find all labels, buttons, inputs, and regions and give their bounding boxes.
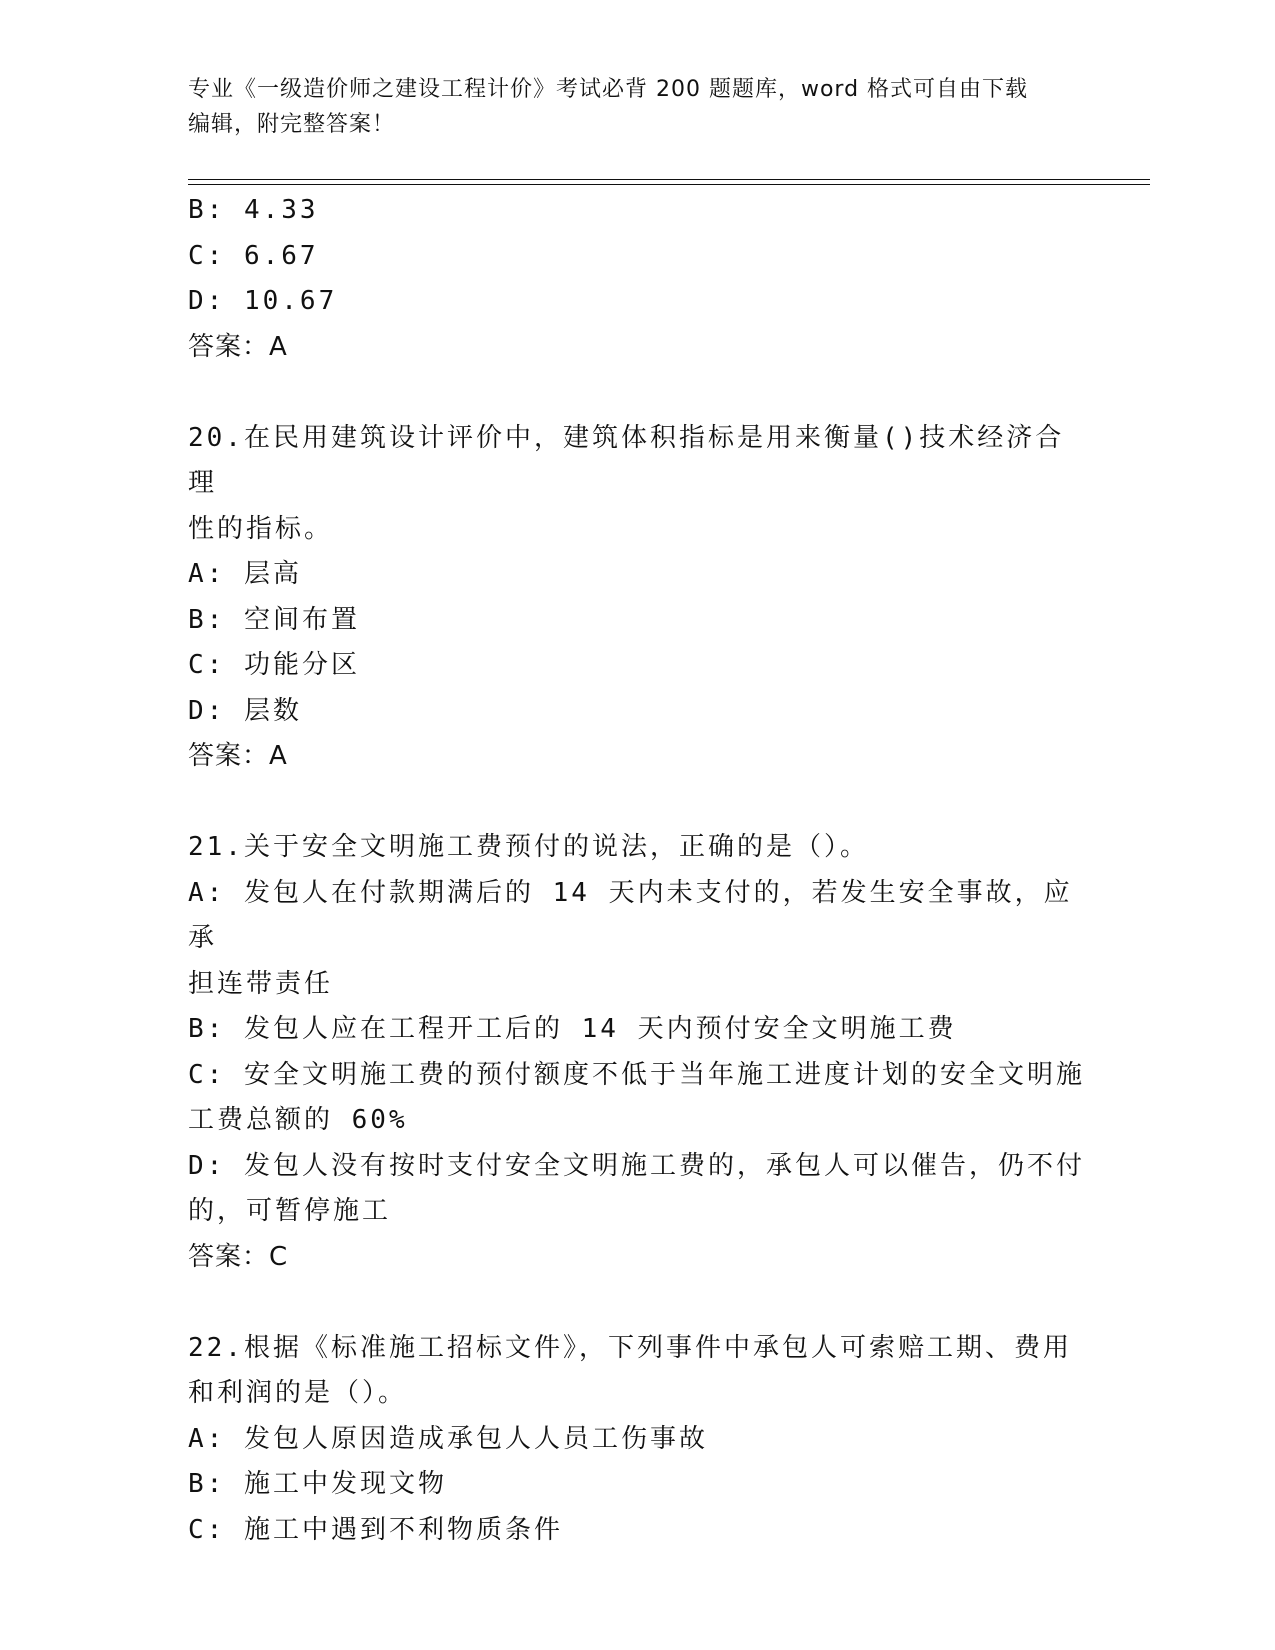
- header-divider-top: [188, 179, 1150, 180]
- question-stem-cont: 和利润的是（）。: [188, 1378, 408, 1408]
- answer-line: 答案：A: [188, 331, 288, 362]
- option-b: B: 空间布置: [188, 604, 360, 635]
- option-c: C: 6.67: [188, 240, 319, 271]
- question-stem: 20.在民用建筑设计评价中，建筑体积指标是用来衡量()技术经济合理: [188, 422, 1065, 498]
- question-20: [188, 416, 1088, 780]
- option-d-cont: 的，可暂停施工: [188, 1196, 392, 1226]
- option-d: D: 发包人没有按时支付安全文明施工费的，承包人可以催告，仍不付: [188, 1150, 1085, 1181]
- question-list: [188, 188, 1088, 1553]
- question-21: [188, 825, 1088, 1280]
- option-c: C: 施工中遇到不利物质条件: [188, 1514, 563, 1545]
- question-22: [188, 1326, 1088, 1554]
- option-b: B: 施工中发现文物: [188, 1469, 447, 1499]
- option-a: A: 发包人原因造成承包人人员工伤事故: [188, 1423, 708, 1454]
- header-line-2: 编辑，附完整答案！: [188, 112, 396, 137]
- answer-line: 答案：A: [188, 741, 288, 771]
- option-a-cont: 担连带责任: [188, 968, 334, 999]
- question-stem: 22.根据《标准施工招标文件》，下列事件中承包人可索赔工期、费用: [188, 1332, 1072, 1363]
- option-c-cont: 工费总额的 60%: [188, 1105, 408, 1135]
- header-divider-bottom: [188, 184, 1150, 185]
- answer-line: 答案：C: [188, 1241, 289, 1272]
- spacer: [188, 370, 1088, 416]
- option-a: A: 层高: [188, 559, 302, 589]
- option-b: B: 发包人应在工程开工后的 14 天内预付安全文明施工费: [188, 1014, 957, 1044]
- question-stem: 21.关于安全文明施工费预付的说法，正确的是（）。: [188, 832, 869, 862]
- spacer: [188, 780, 1088, 826]
- option-a: A: 发包人在付款期满后的 14 天内未支付的，若发生安全事故，应承: [188, 877, 1073, 953]
- option-c: C: 安全文明施工费的预付额度不低于当年施工进度计划的安全文明施: [188, 1059, 1085, 1090]
- option-b: B: 4.33: [188, 195, 319, 225]
- header-line-1: 专业《一级造价师之建设工程计价》考试必背 200 题题库，word 格式可自由下载: [188, 77, 1029, 102]
- option-d: D: 层数: [188, 695, 302, 726]
- option-d: D: 10.67: [188, 286, 338, 316]
- document-header: [188, 72, 1088, 142]
- spacer: [188, 1280, 1088, 1326]
- option-c: C: 功能分区: [188, 650, 360, 680]
- question-19-tail: [188, 188, 1088, 370]
- question-stem-cont: 性的指标。: [188, 513, 334, 544]
